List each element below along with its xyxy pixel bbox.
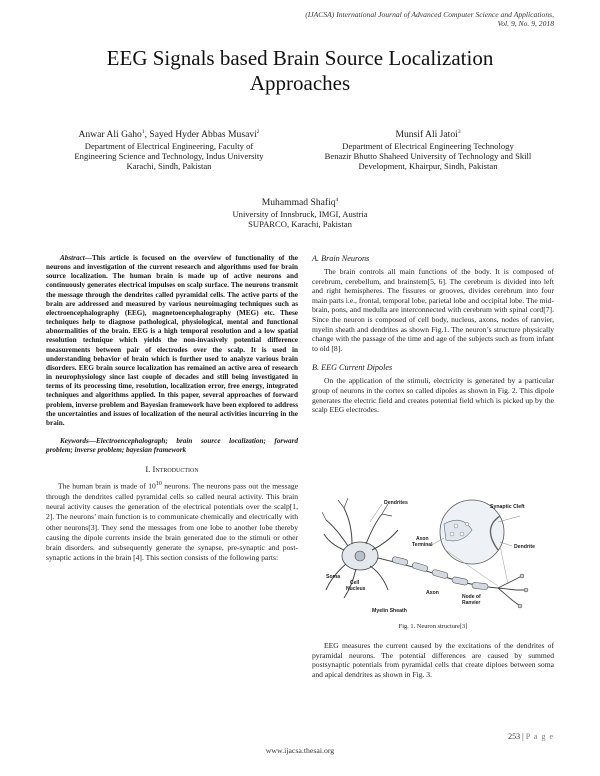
label-synaptic-cleft: Synaptic Cleft bbox=[490, 504, 525, 510]
eeg-dipoles-paragraph: On the application of the stimuli, electricity is generated by a particular group of neurons in the cortex so called dipoles as shown in Fig. 2. This dipole generates the electric field and creates potential field which is picked up by the scalp EEG electrodes. bbox=[312, 376, 554, 415]
journal-url[interactable]: www.ijacsa.thesai.org bbox=[265, 746, 335, 755]
affiliation: Department of Electrical Engineering, Faculty of bbox=[84, 140, 254, 151]
figure-caption: Fig. 1. Neuron structure[3] bbox=[398, 623, 468, 630]
affiliation: Benazir Bhutto Shaheed University of Technology and Skill bbox=[324, 151, 532, 161]
intro-paragraph: The human brain is made of $10^{10}$ neurons. The neurons pass out the message through the dendrites called pyramidal cells so called neural activity. This brain neural activity causes the generation of the electrical potentials over the scalp[1, 2]. The neurons’ main function is to communicate chemically and electrically with other neurons[3]. They send the messages from one lobe to another lobe thereby causing the dipole currents inside the brain generated due to the stimuli or other brain disorders. and subsequently generate the synapse, pre-synaptic and post-synaptic actions in the brain [4]. This section consists of the following parts: bbox=[46, 481, 298, 563]
page-number: 253 | P a g e bbox=[508, 732, 554, 741]
label-axon-terminal: Axon Terminal bbox=[412, 536, 433, 548]
keywords-label: Keywords bbox=[60, 436, 89, 445]
label-myelin-sheath: Myelin Sheath bbox=[372, 608, 407, 614]
label-dendrites: Dendrites bbox=[384, 500, 408, 506]
left-column bbox=[46, 254, 298, 563]
title-line-1: EEG Signals based Brain Source Localization bbox=[106, 46, 494, 70]
author-block-2: Munsif Ali Jatoi$^3$ Department of Electrical Engineering Technology Benazir Bhutto Shaheed University of Technology and Skill Development, Khairpur, Sindh, Pakistan bbox=[300, 127, 556, 172]
affiliation: Development, Khairpur, Sindh, Pakistan bbox=[358, 161, 498, 172]
author-block-1: Anwar Ali Gaho$^1$, Sayed Hyder Abbas Musavi$^2$ Department of Electrical Engineering, Faculty of Engineering Science and Technology, Indus University Karachi, Sindh, Pakistan bbox=[46, 127, 292, 172]
title-line-2: Approaches bbox=[249, 71, 351, 95]
affiliation: SUPARCO, Karachi, Pakistan bbox=[248, 219, 352, 229]
section-heading-introduction: I. Introduction bbox=[145, 464, 199, 475]
affiliation: Engineering Science and Technology, Indus University bbox=[74, 151, 264, 161]
neuron-illustration bbox=[322, 494, 544, 616]
after-figure-paragraph: EEG measures the current caused by the excitations of the dendrites of pyramidal neurons. The potential differences are caused by summed postsynaptic potentials from pyramidal cells that create diploes between soma and apical dendrites as shown in Fig. 3. bbox=[312, 641, 554, 679]
right-column-bottom bbox=[312, 641, 554, 679]
abstract bbox=[46, 254, 298, 428]
neuron-figure bbox=[322, 494, 544, 616]
keywords bbox=[46, 437, 298, 455]
abstract-text: —This article is focused on the overview of functionality of the neurons and investigation of the current research and algorithms used for brain source localization. The human brain is made up of active neurons and continuously generates electrical impulses on scalp surface. The neurons transmit the message through the dendrites called pyramidal cells. The active parts of the brain are addressed and measured by various neuroimaging techniques such as electroencephalography (EEG), magnetoencephalography (MEG) etc. These techniques help to diagnose pathological, physiological, mental and functional abnormalities of the brain. EEG is a high temporal resolution and a low spatial resolution technique which yields the non-invasively potential difference measurements between pair of electrodes over the scalp. It is used in understanding behavior of brain which is further used to analyze various brain disorders. EEG brain source localization has remained an active area of research in neurophysiology since last couple of decades and still being investigated in terms of its processing time, resolution, localization error, free energy, integrated techniques and algorithms applied. In this paper, several approaches of forward problem, inverse problem and Bayesian framework have been explored to address the uncertainties and issues of localization of the neural activities incurring in the brain. bbox=[46, 254, 298, 427]
author-block-3: Muhammad Shafiq$^4$ University of Innsbruck, IMGI, Austria SUPARCO, Karachi, Pakistan bbox=[180, 195, 420, 229]
affiliation: Karachi, Sindh, Pakistan bbox=[126, 161, 212, 172]
label-soma: Soma bbox=[326, 574, 341, 580]
journal-header bbox=[254, 10, 554, 29]
abstract-label: Abstract bbox=[60, 254, 85, 262]
right-column bbox=[312, 254, 554, 415]
label-dendrite: Dendrite bbox=[514, 544, 536, 550]
author-name: , Sayed Hyder Abbas Musavi bbox=[144, 129, 257, 141]
keywords-text: —Electroencephalograph; brain source localization; forward problem; inverse problem; bayesian framework bbox=[46, 436, 298, 455]
affiliation: Department of Electrical Engineering Technology bbox=[342, 140, 514, 151]
affiliation: University of Innsbruck, IMGI, Austria bbox=[232, 208, 368, 219]
paper-title bbox=[60, 46, 540, 96]
author-name: Anwar Ali Gaho bbox=[78, 129, 142, 141]
brain-neurons-paragraph: The brain controls all main functions of the body. It is composed of cerebrum, cerebellum, and brainstem[5, 6]. The cerebrum is divided into left and right hemispheres. The fissures or grooves, divides cerebrum into four main parts i.e., frontal, temporal lobe, parietal lobe and occipital lobe. The mid-brain, pons, and medulla are interconnected with cerebrum with spinal cord[7]. Since the neuron is composed of cell body, nucleus, axons, nodes of ranvier, myelin sheath and dendrites as shown Fig.1. The neuron’s structure physically change with the passage of the time and age of the subjects such as from infant to old [8]. bbox=[312, 267, 554, 353]
journal-name: (IJACSA) International Journal of Advanced Computer Science and Applications, bbox=[305, 10, 554, 19]
label-node-of-ranvier: Node of Ranvier bbox=[462, 594, 481, 606]
section-heading-eeg-dipoles: B. EEG Current Dipoles bbox=[312, 363, 393, 373]
author-name: Munsif Ali Jatoi bbox=[395, 129, 458, 141]
label-cell-nucleus: Cell Nucleus bbox=[346, 580, 366, 592]
label-axon: Axon bbox=[426, 590, 439, 596]
section-heading-brain-neurons: A. Brain Neurons bbox=[312, 254, 370, 263]
author-name: Muhammad Shafiq bbox=[261, 197, 336, 209]
journal-volume: Vol. 9, No. 9, 2018 bbox=[497, 19, 554, 29]
